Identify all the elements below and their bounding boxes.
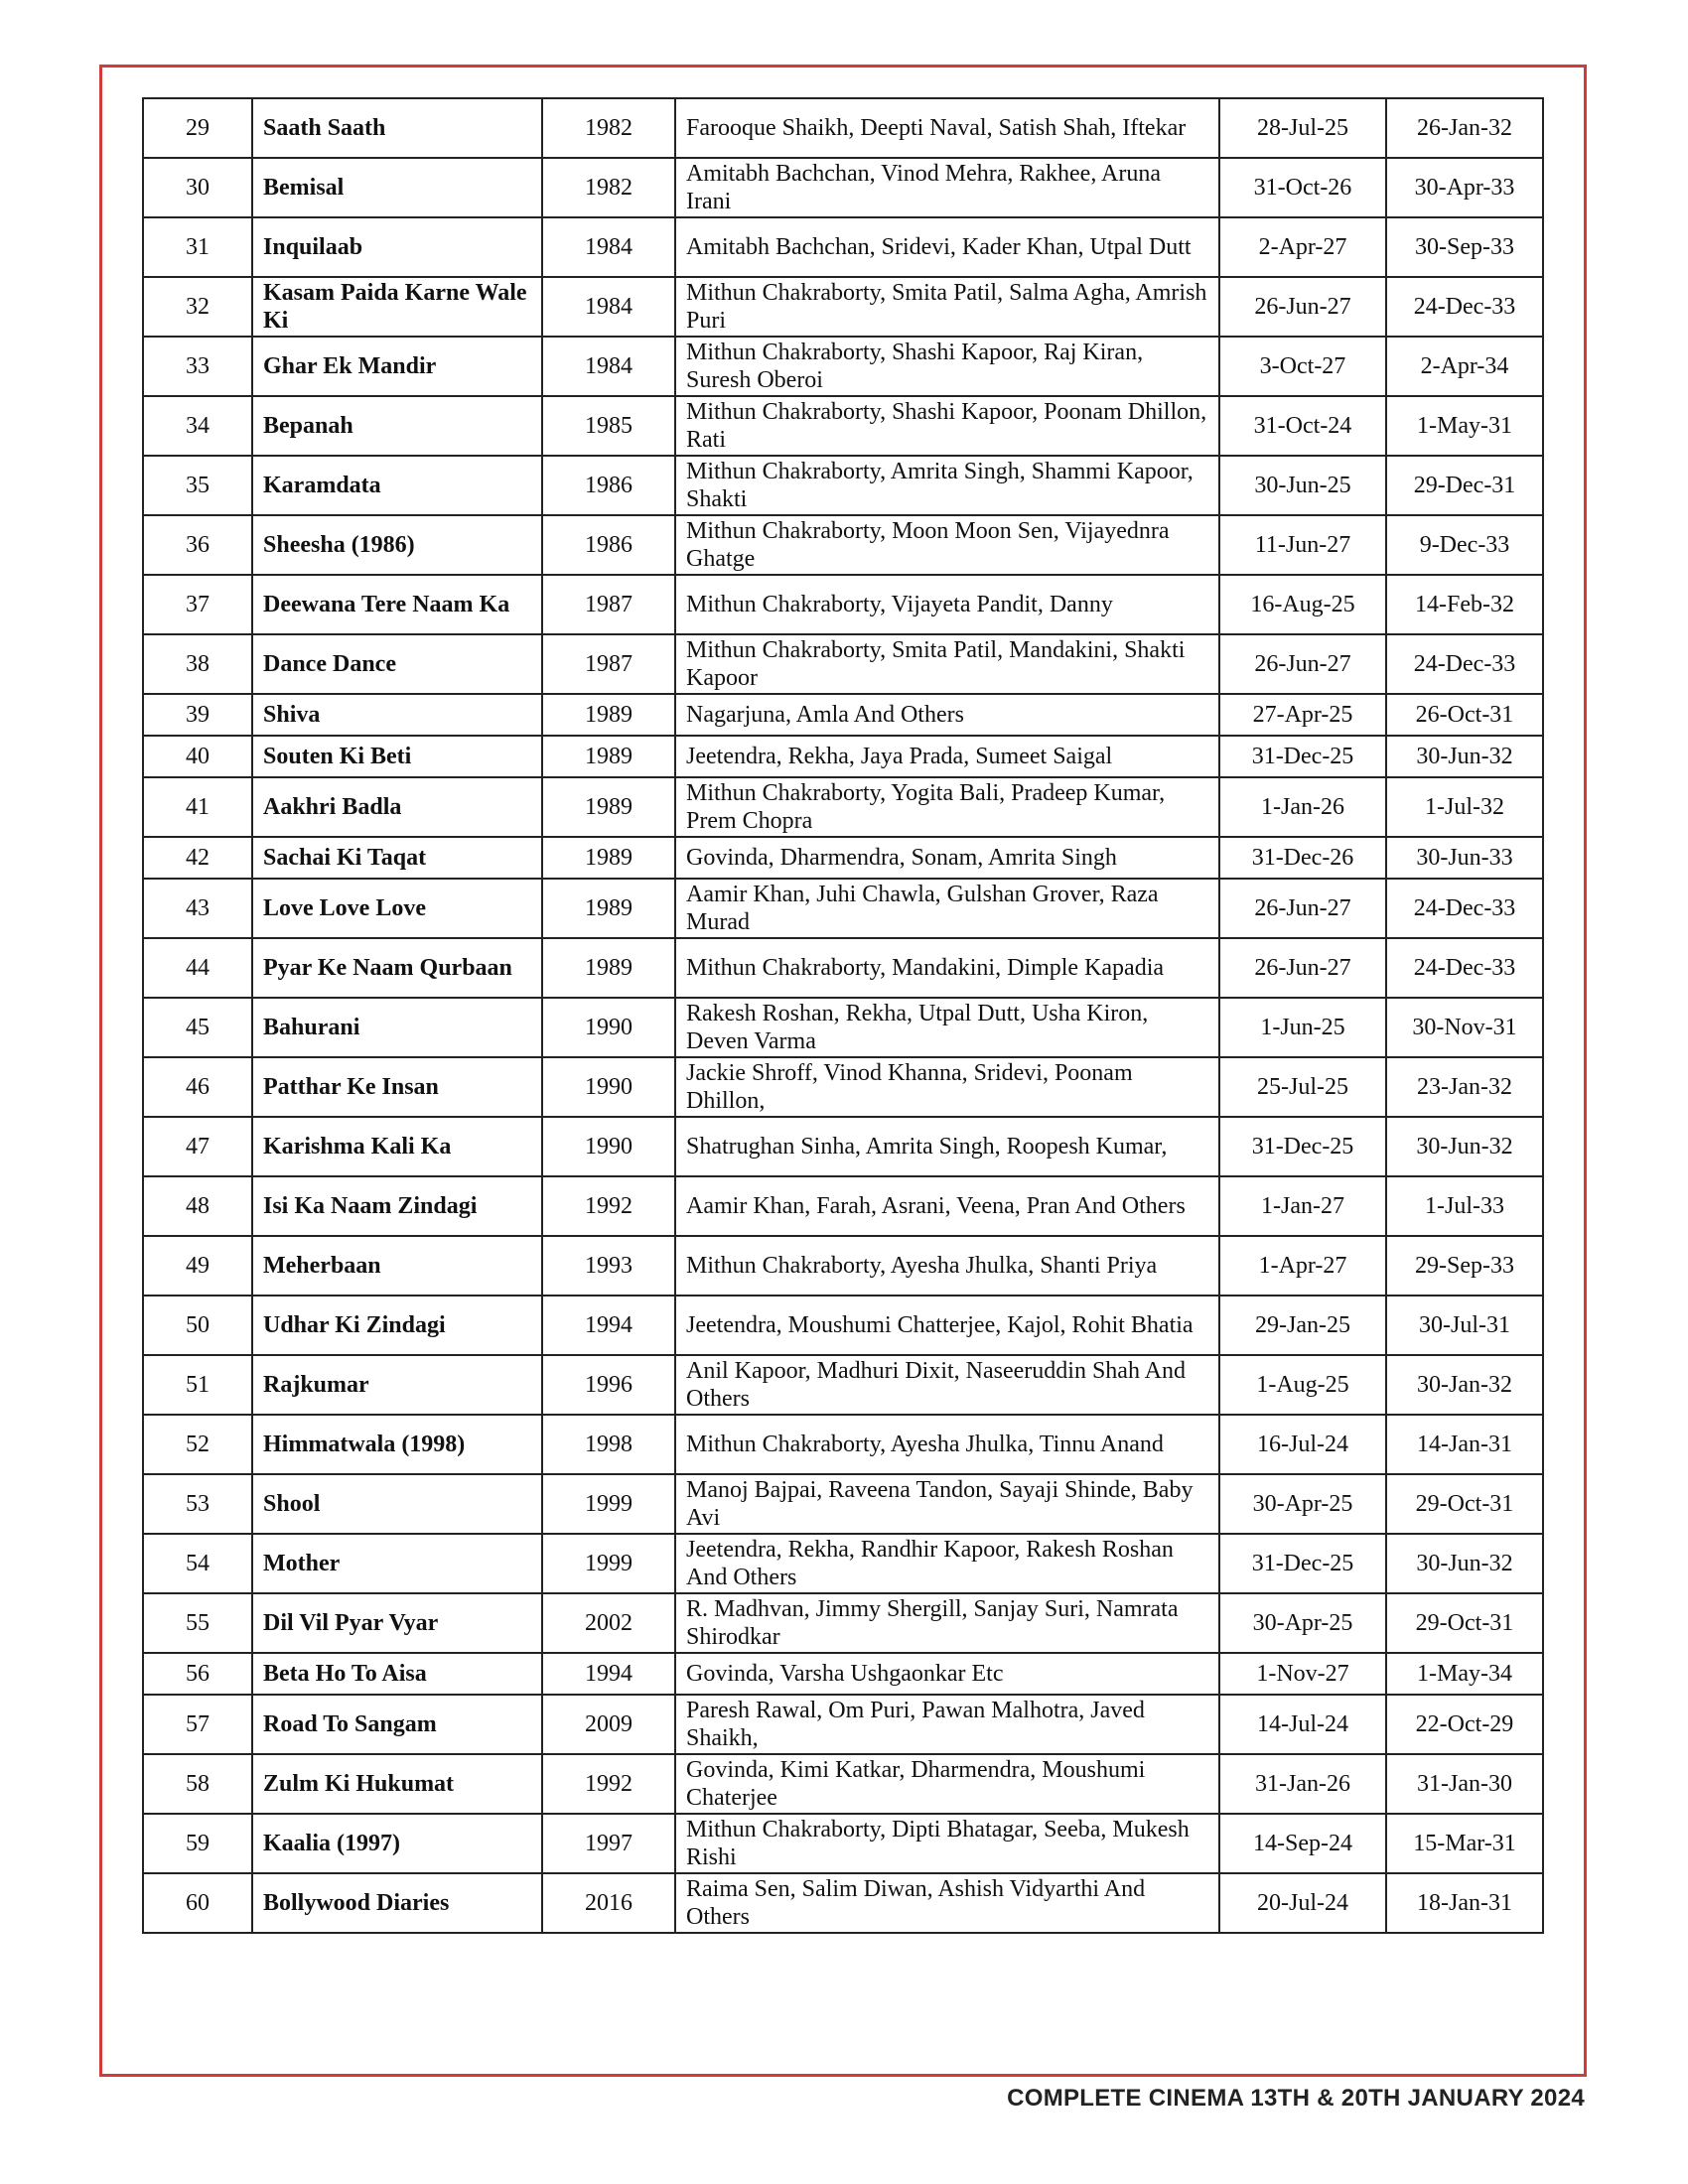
release-year: 1997: [542, 1814, 675, 1873]
rights-start-date: 1-Aug-25: [1219, 1355, 1386, 1415]
film-cast: R. Madhvan, Jimmy Shergill, Sanjay Suri, Namrata Shirodkar: [675, 1593, 1219, 1653]
rights-end-date: 24-Dec-33: [1386, 634, 1543, 694]
rights-end-date: 30-Jan-32: [1386, 1355, 1543, 1415]
film-cast: Mithun Chakraborty, Amrita Singh, Shammi Kapoor, Shakti: [675, 456, 1219, 515]
table-row: [143, 837, 1543, 879]
rights-end-date: 30-Jun-32: [1386, 1534, 1543, 1593]
table-row: [143, 337, 1543, 396]
film-title: Love Love Love: [252, 879, 542, 938]
release-year: 1990: [542, 998, 675, 1057]
release-year: 1986: [542, 515, 675, 575]
rights-start-date: 30-Apr-25: [1219, 1593, 1386, 1653]
film-cast: Govinda, Kimi Katkar, Dharmendra, Moushumi Chaterjee: [675, 1754, 1219, 1814]
rights-end-date: 24-Dec-33: [1386, 879, 1543, 938]
rights-end-date: 30-Sep-33: [1386, 217, 1543, 277]
film-title: Kasam Paida Karne Wale Ki: [252, 277, 542, 337]
rights-end-date: 26-Jan-32: [1386, 98, 1543, 158]
film-title: Karishma Kali Ka: [252, 1117, 542, 1176]
release-year: 1993: [542, 1236, 675, 1296]
rights-start-date: 31-Dec-25: [1219, 1117, 1386, 1176]
rights-start-date: 16-Jul-24: [1219, 1415, 1386, 1474]
film-title: Deewana Tere Naam Ka: [252, 575, 542, 634]
film-number: 35: [143, 456, 252, 515]
table-row: [143, 1176, 1543, 1236]
film-rows: [143, 98, 1543, 1933]
rights-start-date: 31-Dec-26: [1219, 837, 1386, 879]
rights-start-date: 29-Jan-25: [1219, 1296, 1386, 1355]
table-row: [143, 1057, 1543, 1117]
rights-start-date: 14-Sep-24: [1219, 1814, 1386, 1873]
release-year: 1987: [542, 634, 675, 694]
release-year: 1999: [542, 1474, 675, 1534]
film-cast: Aamir Khan, Juhi Chawla, Gulshan Grover, Raza Murad: [675, 879, 1219, 938]
film-cast: Mithun Chakraborty, Smita Patil, Mandakini, Shakti Kapoor: [675, 634, 1219, 694]
film-number: 37: [143, 575, 252, 634]
film-cast: Manoj Bajpai, Raveena Tandon, Sayaji Shinde, Baby Avi: [675, 1474, 1219, 1534]
release-year: 1990: [542, 1057, 675, 1117]
film-title: Souten Ki Beti: [252, 736, 542, 777]
film-title: Bemisal: [252, 158, 542, 217]
film-cast: Mithun Chakraborty, Ayesha Jhulka, Tinnu Anand: [675, 1415, 1219, 1474]
table-row: [143, 1873, 1543, 1933]
rights-end-date: 30-Nov-31: [1386, 998, 1543, 1057]
film-number: 43: [143, 879, 252, 938]
rights-start-date: 1-Nov-27: [1219, 1653, 1386, 1695]
film-number: 55: [143, 1593, 252, 1653]
film-cast: Nagarjuna, Amla And Others: [675, 694, 1219, 736]
table-row: [143, 1754, 1543, 1814]
film-cast: Jeetendra, Moushumi Chatterjee, Kajol, Rohit Bhatia: [675, 1296, 1219, 1355]
film-number: 59: [143, 1814, 252, 1873]
release-year: 1984: [542, 217, 675, 277]
film-title: Meherbaan: [252, 1236, 542, 1296]
film-number: 50: [143, 1296, 252, 1355]
rights-end-date: 23-Jan-32: [1386, 1057, 1543, 1117]
film-title: Road To Sangam: [252, 1695, 542, 1754]
release-year: 1990: [542, 1117, 675, 1176]
film-rights-table: [142, 97, 1544, 1934]
film-title: Sachai Ki Taqat: [252, 837, 542, 879]
rights-start-date: 14-Jul-24: [1219, 1695, 1386, 1754]
rights-end-date: 30-Jun-32: [1386, 736, 1543, 777]
table-row: [143, 777, 1543, 837]
film-title: Dance Dance: [252, 634, 542, 694]
film-cast: Govinda, Dharmendra, Sonam, Amrita Singh: [675, 837, 1219, 879]
film-number: 31: [143, 217, 252, 277]
film-title: Isi Ka Naam Zindagi: [252, 1176, 542, 1236]
table-row: [143, 1355, 1543, 1415]
rights-end-date: 1-May-34: [1386, 1653, 1543, 1695]
film-cast: Jeetendra, Rekha, Randhir Kapoor, Rakesh Roshan And Others: [675, 1534, 1219, 1593]
film-cast: Mithun Chakraborty, Ayesha Jhulka, Shanti Priya: [675, 1236, 1219, 1296]
table-row: [143, 736, 1543, 777]
film-cast: Rakesh Roshan, Rekha, Utpal Dutt, Usha Kiron, Deven Varma: [675, 998, 1219, 1057]
release-year: 1998: [542, 1415, 675, 1474]
rights-start-date: 31-Oct-26: [1219, 158, 1386, 217]
film-title: Zulm Ki Hukumat: [252, 1754, 542, 1814]
table-row: [143, 396, 1543, 456]
table-row: [143, 1814, 1543, 1873]
film-title: Himmatwala (1998): [252, 1415, 542, 1474]
film-number: 41: [143, 777, 252, 837]
rights-start-date: 30-Jun-25: [1219, 456, 1386, 515]
film-cast: Mithun Chakraborty, Shashi Kapoor, Raj Kiran, Suresh Oberoi: [675, 337, 1219, 396]
rights-end-date: 29-Dec-31: [1386, 456, 1543, 515]
release-year: 1992: [542, 1176, 675, 1236]
film-title: Mother: [252, 1534, 542, 1593]
rights-end-date: 1-May-31: [1386, 396, 1543, 456]
film-cast: Raima Sen, Salim Diwan, Ashish Vidyarthi And Others: [675, 1873, 1219, 1933]
release-year: 1989: [542, 837, 675, 879]
rights-end-date: 30-Apr-33: [1386, 158, 1543, 217]
rights-start-date: 28-Jul-25: [1219, 98, 1386, 158]
film-title: Inquilaab: [252, 217, 542, 277]
rights-end-date: 31-Jan-30: [1386, 1754, 1543, 1814]
film-cast: Mithun Chakraborty, Moon Moon Sen, Vijayednra Ghatge: [675, 515, 1219, 575]
film-title: Dil Vil Pyar Vyar: [252, 1593, 542, 1653]
film-title: Rajkumar: [252, 1355, 542, 1415]
film-number: 38: [143, 634, 252, 694]
rights-end-date: 30-Jun-33: [1386, 837, 1543, 879]
table-row: [143, 456, 1543, 515]
rights-start-date: 2-Apr-27: [1219, 217, 1386, 277]
film-cast: Amitabh Bachchan, Sridevi, Kader Khan, Utpal Dutt: [675, 217, 1219, 277]
table-row: [143, 1415, 1543, 1474]
rights-end-date: 9-Dec-33: [1386, 515, 1543, 575]
release-year: 2009: [542, 1695, 675, 1754]
release-year: 1989: [542, 736, 675, 777]
release-year: 1982: [542, 98, 675, 158]
film-number: 36: [143, 515, 252, 575]
film-number: 45: [143, 998, 252, 1057]
film-number: 53: [143, 1474, 252, 1534]
rights-start-date: 25-Jul-25: [1219, 1057, 1386, 1117]
film-title: Patthar Ke Insan: [252, 1057, 542, 1117]
rights-end-date: 29-Sep-33: [1386, 1236, 1543, 1296]
rights-end-date: 22-Oct-29: [1386, 1695, 1543, 1754]
release-year: 1994: [542, 1653, 675, 1695]
film-cast: Jackie Shroff, Vinod Khanna, Sridevi, Poonam Dhillon,: [675, 1057, 1219, 1117]
release-year: 2002: [542, 1593, 675, 1653]
table-row: [143, 938, 1543, 998]
release-year: 1989: [542, 777, 675, 837]
rights-end-date: 29-Oct-31: [1386, 1474, 1543, 1534]
film-number: 52: [143, 1415, 252, 1474]
film-title: Bollywood Diaries: [252, 1873, 542, 1933]
film-number: 46: [143, 1057, 252, 1117]
film-number: 56: [143, 1653, 252, 1695]
release-year: 1989: [542, 879, 675, 938]
film-title: Kaalia (1997): [252, 1814, 542, 1873]
film-title: Beta Ho To Aisa: [252, 1653, 542, 1695]
rights-start-date: 1-Apr-27: [1219, 1236, 1386, 1296]
rights-end-date: 24-Dec-33: [1386, 277, 1543, 337]
rights-end-date: 14-Jan-31: [1386, 1415, 1543, 1474]
film-cast: Govinda, Varsha Ushgaonkar Etc: [675, 1653, 1219, 1695]
release-year: 1996: [542, 1355, 675, 1415]
table-row: [143, 1653, 1543, 1695]
rights-end-date: 26-Oct-31: [1386, 694, 1543, 736]
release-year: 2016: [542, 1873, 675, 1933]
table-row: [143, 1236, 1543, 1296]
table-row: [143, 1474, 1543, 1534]
rights-start-date: 27-Apr-25: [1219, 694, 1386, 736]
rights-end-date: 1-Jul-32: [1386, 777, 1543, 837]
film-title: Bahurani: [252, 998, 542, 1057]
table-row: [143, 98, 1543, 158]
rights-end-date: 24-Dec-33: [1386, 938, 1543, 998]
film-number: 49: [143, 1236, 252, 1296]
table-row: [143, 515, 1543, 575]
table-row: [143, 998, 1543, 1057]
rights-start-date: 11-Jun-27: [1219, 515, 1386, 575]
film-number: 39: [143, 694, 252, 736]
table-row: [143, 879, 1543, 938]
film-number: 60: [143, 1873, 252, 1933]
film-number: 44: [143, 938, 252, 998]
film-number: 54: [143, 1534, 252, 1593]
release-year: 1994: [542, 1296, 675, 1355]
film-number: 40: [143, 736, 252, 777]
release-year: 1986: [542, 456, 675, 515]
film-number: 57: [143, 1695, 252, 1754]
film-cast: Aamir Khan, Farah, Asrani, Veena, Pran And Others: [675, 1176, 1219, 1236]
film-number: 42: [143, 837, 252, 879]
release-year: 1982: [542, 158, 675, 217]
film-title: Sheesha (1986): [252, 515, 542, 575]
film-title: Aakhri Badla: [252, 777, 542, 837]
rights-end-date: 15-Mar-31: [1386, 1814, 1543, 1873]
rights-end-date: 14-Feb-32: [1386, 575, 1543, 634]
rights-start-date: 20-Jul-24: [1219, 1873, 1386, 1933]
film-number: 48: [143, 1176, 252, 1236]
film-cast: Mithun Chakraborty, Vijayeta Pandit, Danny: [675, 575, 1219, 634]
rights-end-date: 1-Jul-33: [1386, 1176, 1543, 1236]
rights-start-date: 3-Oct-27: [1219, 337, 1386, 396]
rights-start-date: 1-Jan-27: [1219, 1176, 1386, 1236]
film-title: Ghar Ek Mandir: [252, 337, 542, 396]
table-row: [143, 575, 1543, 634]
rights-start-date: 26-Jun-27: [1219, 879, 1386, 938]
film-title: Bepanah: [252, 396, 542, 456]
rights-end-date: 30-Jun-32: [1386, 1117, 1543, 1176]
film-cast: Mithun Chakraborty, Mandakini, Dimple Kapadia: [675, 938, 1219, 998]
film-number: 47: [143, 1117, 252, 1176]
rights-start-date: 1-Jun-25: [1219, 998, 1386, 1057]
film-cast: Paresh Rawal, Om Puri, Pawan Malhotra, Javed Shaikh,: [675, 1695, 1219, 1754]
rights-end-date: 29-Oct-31: [1386, 1593, 1543, 1653]
rights-start-date: 31-Jan-26: [1219, 1754, 1386, 1814]
rights-start-date: 16-Aug-25: [1219, 575, 1386, 634]
footer-publication-line: COMPLETE CINEMA 13TH & 20TH JANUARY 2024: [1007, 2085, 1585, 2112]
table-row: [143, 1695, 1543, 1754]
rights-end-date: 18-Jan-31: [1386, 1873, 1543, 1933]
table-row: [143, 1117, 1543, 1176]
rights-start-date: 26-Jun-27: [1219, 634, 1386, 694]
film-cast: Anil Kapoor, Madhuri Dixit, Naseeruddin Shah And Others: [675, 1355, 1219, 1415]
film-cast: Shatrughan Sinha, Amrita Singh, Roopesh Kumar,: [675, 1117, 1219, 1176]
rights-start-date: 31-Dec-25: [1219, 736, 1386, 777]
table-row: [143, 1296, 1543, 1355]
rights-start-date: 1-Jan-26: [1219, 777, 1386, 837]
film-number: 29: [143, 98, 252, 158]
release-year: 1985: [542, 396, 675, 456]
film-cast: Farooque Shaikh, Deepti Naval, Satish Shah, Iftekar: [675, 98, 1219, 158]
film-title: Shiva: [252, 694, 542, 736]
table-row: [143, 1593, 1543, 1653]
film-cast: Mithun Chakraborty, Yogita Bali, Pradeep Kumar, Prem Chopra: [675, 777, 1219, 837]
rights-start-date: 30-Apr-25: [1219, 1474, 1386, 1534]
film-number: 58: [143, 1754, 252, 1814]
film-title: Shool: [252, 1474, 542, 1534]
film-cast: Jeetendra, Rekha, Jaya Prada, Sumeet Saigal: [675, 736, 1219, 777]
film-number: 51: [143, 1355, 252, 1415]
rights-end-date: 30-Jul-31: [1386, 1296, 1543, 1355]
release-year: 1987: [542, 575, 675, 634]
film-number: 34: [143, 396, 252, 456]
release-year: 1992: [542, 1754, 675, 1814]
table-row: [143, 217, 1543, 277]
film-title: Saath Saath: [252, 98, 542, 158]
film-title: Karamdata: [252, 456, 542, 515]
film-cast: Mithun Chakraborty, Shashi Kapoor, Poonam Dhillon, Rati: [675, 396, 1219, 456]
table-row: [143, 158, 1543, 217]
film-number: 30: [143, 158, 252, 217]
film-number: 32: [143, 277, 252, 337]
film-cast: Mithun Chakraborty, Dipti Bhatagar, Seeba, Mukesh Rishi: [675, 1814, 1219, 1873]
release-year: 1989: [542, 694, 675, 736]
rights-start-date: 31-Oct-24: [1219, 396, 1386, 456]
rights-end-date: 2-Apr-34: [1386, 337, 1543, 396]
table-row: [143, 694, 1543, 736]
table-row: [143, 277, 1543, 337]
release-year: 1999: [542, 1534, 675, 1593]
table-row: [143, 634, 1543, 694]
release-year: 1984: [542, 337, 675, 396]
film-title: Pyar Ke Naam Qurbaan: [252, 938, 542, 998]
table-row: [143, 1534, 1543, 1593]
rights-start-date: 31-Dec-25: [1219, 1534, 1386, 1593]
release-year: 1984: [542, 277, 675, 337]
rights-start-date: 26-Jun-27: [1219, 938, 1386, 998]
film-number: 33: [143, 337, 252, 396]
film-title: Udhar Ki Zindagi: [252, 1296, 542, 1355]
film-cast: Amitabh Bachchan, Vinod Mehra, Rakhee, Aruna Irani: [675, 158, 1219, 217]
film-cast: Mithun Chakraborty, Smita Patil, Salma Agha, Amrish Puri: [675, 277, 1219, 337]
release-year: 1989: [542, 938, 675, 998]
rights-start-date: 26-Jun-27: [1219, 277, 1386, 337]
